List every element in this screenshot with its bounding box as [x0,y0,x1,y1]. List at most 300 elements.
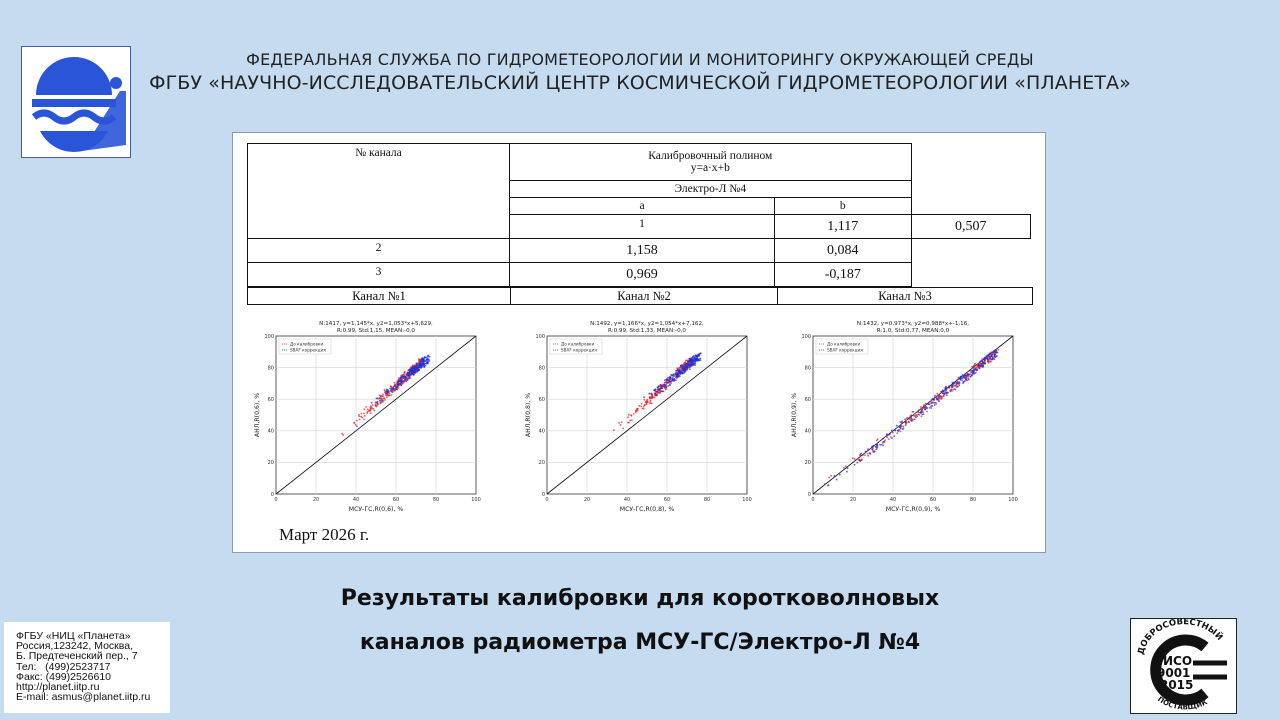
data-point [873,445,875,447]
data-point [833,475,835,477]
data-point [653,389,655,391]
data-point [921,409,923,411]
data-point [961,379,963,381]
data-point [618,422,620,424]
data-point [660,384,662,386]
data-point [900,428,902,430]
data-point [854,458,856,460]
data-point [665,381,667,383]
data-point [859,460,861,462]
data-point [679,367,681,369]
data-point [965,375,967,377]
data-point [368,410,370,412]
data-point [886,436,888,438]
data-point [649,393,651,395]
data-point [908,422,910,424]
data-point [379,402,381,404]
data-point [684,368,686,370]
data-point [862,454,864,456]
y-tick-label: 100 [801,333,811,340]
data-point [613,429,615,431]
data-point [941,391,943,393]
data-point [655,393,657,395]
data-point [416,364,418,366]
data-point [973,373,975,375]
data-point [968,374,970,376]
data-point [417,371,419,373]
data-point [896,425,898,427]
data-point [370,412,372,414]
iso-badge [1130,618,1237,714]
y-tick-label: 40 [538,428,545,435]
data-point [690,363,692,365]
data-point [974,363,976,365]
y-tick-label: 80 [538,365,545,372]
data-point [672,380,674,382]
data-point [925,403,927,405]
y-tick-label: 60 [804,397,811,403]
data-point [684,370,686,372]
calibration-table [247,143,1031,287]
data-point [945,386,947,388]
data-point [358,414,360,416]
data-point [641,403,643,405]
row3-a: 0,969 [510,263,775,287]
y-tick-label: 0 [807,491,811,498]
data-point [386,392,388,394]
data-point [990,361,992,363]
data-point [900,431,902,433]
data-point [958,377,960,379]
data-point [877,438,879,440]
data-point [389,395,391,397]
data-point [946,394,948,396]
data-point [382,396,384,398]
data-point [876,443,878,445]
y-axis-label: АНЛ,R(0,9), % [791,392,798,438]
data-point [900,421,902,423]
data-point [897,432,899,434]
data-point [659,391,661,393]
data-point [923,404,925,406]
data-point [637,408,639,410]
data-point [372,404,374,406]
data-point [631,415,633,417]
data-point [376,405,378,407]
plot-stats-line-2: R:0,99, Std:1,15, MEAN:-0,0 [337,328,415,334]
data-point [416,368,418,370]
data-point [658,386,660,388]
data-point [356,425,358,427]
data-point [419,361,421,363]
data-point [882,438,884,440]
data-point [845,465,847,467]
data-point [828,484,830,486]
x-axis-label: МСУ-ГС,R(0,6), % [348,506,404,513]
y-tick-label: 0 [270,491,274,498]
data-point [987,361,989,363]
x-tick-label: 40 [889,497,897,503]
data-point [938,395,940,397]
data-point [888,438,890,440]
y-tick-label: 60 [267,397,274,403]
data-point [836,479,838,481]
x-tick-label: 20 [583,497,591,503]
data-point [856,462,858,464]
data-point [408,378,410,380]
data-point [693,358,695,360]
data-point [401,381,403,383]
data-point [922,411,924,413]
data-point [964,380,966,382]
data-point [379,400,381,402]
x-tick-label: 100 [742,497,752,503]
data-point [680,373,682,375]
data-point [677,372,679,374]
data-point [410,374,412,376]
data-point [934,402,936,404]
poly-header [510,144,912,181]
data-point [376,398,378,400]
data-point [879,444,881,446]
x-tick-label: 0 [274,497,278,503]
contact-org: ФГБУ «НИЦ «Планета» [16,630,131,642]
data-point [929,401,931,403]
data-point [902,425,904,427]
data-point [954,389,956,391]
data-point [996,352,998,354]
data-point [911,415,913,417]
data-point [882,445,884,447]
data-point [370,408,372,410]
data-point [394,385,396,387]
data-point [984,363,986,365]
data-point [411,368,413,370]
data-point [990,357,992,359]
data-point [643,399,645,401]
data-point [976,369,978,371]
data-point [342,434,344,436]
data-point [935,397,937,399]
data-point [421,365,423,367]
header-center: ФГБУ «НАУЧНО-ИССЛЕДОВАТЕЛЬСКИЙ ЦЕНТР КОСМИЧЕСКОЙ ГИДРОМЕТЕОРОЛОГИИ «ПЛАНЕТА» [149,72,1131,94]
data-point [921,414,923,416]
data-point [669,385,671,387]
data-point [953,382,955,384]
data-point [930,407,932,409]
data-point [389,388,391,390]
report-date: Март 2026 г. [279,525,370,544]
iso-number: 9001 [1157,666,1191,680]
data-point [970,372,972,374]
data-point [373,410,375,412]
data-point [931,402,933,404]
x-tick-label: 0 [811,497,815,503]
data-point [397,383,399,385]
iso-year: -2015 [1155,678,1194,692]
scatter-svg [249,319,489,513]
data-point [913,411,915,413]
contact-phone: Тел: (499)2523717 [16,660,111,673]
data-point [412,364,414,366]
data-point [372,408,374,410]
data-point [877,446,879,448]
data-point [982,365,984,367]
data-point [371,402,373,404]
data-point [920,411,922,413]
y-tick-label: 40 [267,428,274,435]
data-point [662,390,664,392]
data-point [353,422,355,424]
data-point [970,370,972,372]
data-point [400,378,402,380]
data-point [644,404,646,406]
data-point [652,395,654,397]
data-point [987,359,989,361]
data-point [418,363,420,365]
y-tick-label: 40 [804,428,811,435]
data-point [869,453,871,455]
data-point [867,450,869,452]
data-point [960,376,962,378]
row3-b: -0,187 [775,263,912,287]
data-point [379,397,381,399]
x-tick-label: 60 [392,497,400,503]
y-tick-label: 0 [541,491,545,498]
data-point [695,358,697,360]
data-point [996,355,998,357]
data-point [651,393,653,395]
data-point [846,471,848,473]
data-point [967,378,969,380]
data-point [910,420,912,422]
data-point [905,421,907,423]
data-point [366,411,368,413]
data-point [649,397,651,399]
data-point [871,446,873,448]
data-point [925,407,927,409]
data-point [691,365,693,367]
data-point [929,403,931,405]
row1-b: 0,507 [911,215,1030,239]
y-tick-label: 20 [538,460,545,467]
data-point [926,411,928,413]
legend-label: SBAF коррекция [561,347,597,353]
data-point [380,395,382,397]
data-point [686,367,688,369]
data-point [627,422,629,424]
data-point [364,415,366,417]
row2-a: 1,158 [510,239,775,263]
data-point [386,396,388,398]
data-point [914,415,916,417]
data-point [852,457,854,459]
data-point [423,366,425,368]
data-point [643,396,645,398]
data-point [669,376,671,378]
plot-stats-line-2: R:1,0, Std:0,77, MEAN:0,0 [876,328,950,334]
data-point [971,366,973,368]
data-point [628,414,630,416]
contact-street: Б. Предтеченский пер., 7 [16,650,138,663]
data-point [410,369,412,371]
x-tick-label: 40 [352,497,360,503]
data-point [359,419,361,421]
data-point [665,386,667,388]
data-point [685,365,687,367]
data-point [946,392,948,394]
data-point [858,457,860,459]
data-point [666,379,668,381]
row2-channel: 2 [248,239,510,263]
contact-card [4,622,170,713]
legend-label: До калибровки [290,341,324,347]
data-point [967,376,969,378]
data-point [364,408,366,410]
data-point [956,379,958,381]
data-point [995,350,997,352]
data-point [884,441,886,443]
data-point [395,388,397,390]
data-point [633,413,635,415]
data-point [429,356,431,358]
row2-b: 0,084 [775,239,912,263]
satellite-name: Электро-Л №4 [510,181,912,198]
data-point [889,433,891,435]
data-point [847,467,849,469]
data-point [864,454,866,456]
data-point [700,353,702,355]
data-point [404,371,406,373]
data-point [931,405,933,407]
data-point [651,403,653,405]
x-axis-label: МСУ-ГС,R(0,9), % [885,506,941,513]
data-point [627,416,629,418]
data-point [993,355,995,357]
channel-1-label: Канал №1 [248,288,511,305]
data-point [897,430,899,432]
data-point [981,358,983,360]
data-point [429,360,431,362]
scatter-svg [520,319,760,513]
data-point [667,377,669,379]
data-point [394,382,396,384]
data-point [650,400,652,402]
y-tick-label: 100 [535,333,545,340]
data-point [418,369,420,371]
data-point [404,377,406,379]
plot-legend [816,339,868,354]
data-point [356,420,358,422]
y-tick-label: 100 [264,333,274,340]
data-point [647,401,649,403]
data-point [672,374,674,376]
data-point [872,451,874,453]
data-point [993,352,995,354]
data-point [881,444,883,446]
x-tick-label: 0 [545,497,549,503]
data-point [867,453,869,455]
data-point [402,376,404,378]
data-point [884,439,886,441]
data-point [843,467,845,469]
data-point [383,397,385,399]
data-point [686,369,688,371]
poly-formula: y=a·x+b [690,162,730,174]
data-point [875,449,877,451]
y-tick-label: 20 [804,460,811,467]
data-point [680,365,682,367]
data-point [425,362,427,364]
data-point [861,459,863,461]
data-point [953,389,955,391]
data-point [384,389,386,391]
data-point [992,350,994,352]
data-point [917,414,919,416]
legend-label: До калибровки [827,341,861,347]
data-point [397,382,399,384]
x-tick-label: 100 [1008,497,1018,503]
caption-line-1: Результаты калибровки для коротковолновых [340,586,940,611]
iso-bottom-text: ПОСТАВЩИК [1156,695,1209,712]
data-point [416,363,418,365]
data-point [887,434,889,436]
data-point [365,406,367,408]
data-point [963,377,965,379]
data-point [692,356,694,358]
data-point [982,361,984,363]
data-point [391,394,393,396]
data-point [620,424,622,426]
data-point [622,428,624,430]
data-point [914,418,916,420]
data-point [949,390,951,392]
data-point [631,419,633,421]
x-axis-label: МСУ-ГС,R(0,8), % [619,506,675,513]
x-tick-label: 80 [432,497,440,503]
plot-legend [279,339,331,354]
data-point [361,413,363,415]
col-b-header: b [775,198,912,215]
x-tick-label: 80 [969,497,977,503]
channel-header-table [247,287,1033,305]
data-point [856,459,858,461]
data-point [988,354,990,356]
data-point [417,366,419,368]
data-point [385,393,387,395]
poly-title: Калибровочный полином [648,150,773,162]
row1-a: 1,117 [775,215,912,239]
y-axis-label: АНЛ,R(0,8), % [525,392,532,438]
data-point [962,374,964,376]
data-point [655,395,657,397]
data-point [692,362,694,364]
y-tick-label: 80 [804,365,811,372]
data-point [943,395,945,397]
contact-email[interactable]: E-mail: asmus@planet.iitp.ru [16,691,151,704]
data-point [867,455,869,457]
contact-website[interactable]: http://planet.iitp.ru [16,681,100,694]
x-tick-label: 80 [703,497,711,503]
data-point [621,421,623,423]
data-point [936,393,938,395]
data-point [663,386,665,388]
data-point [672,377,674,379]
data-point [905,423,907,425]
data-point [916,415,918,417]
data-point [934,404,936,406]
data-point [363,413,365,415]
